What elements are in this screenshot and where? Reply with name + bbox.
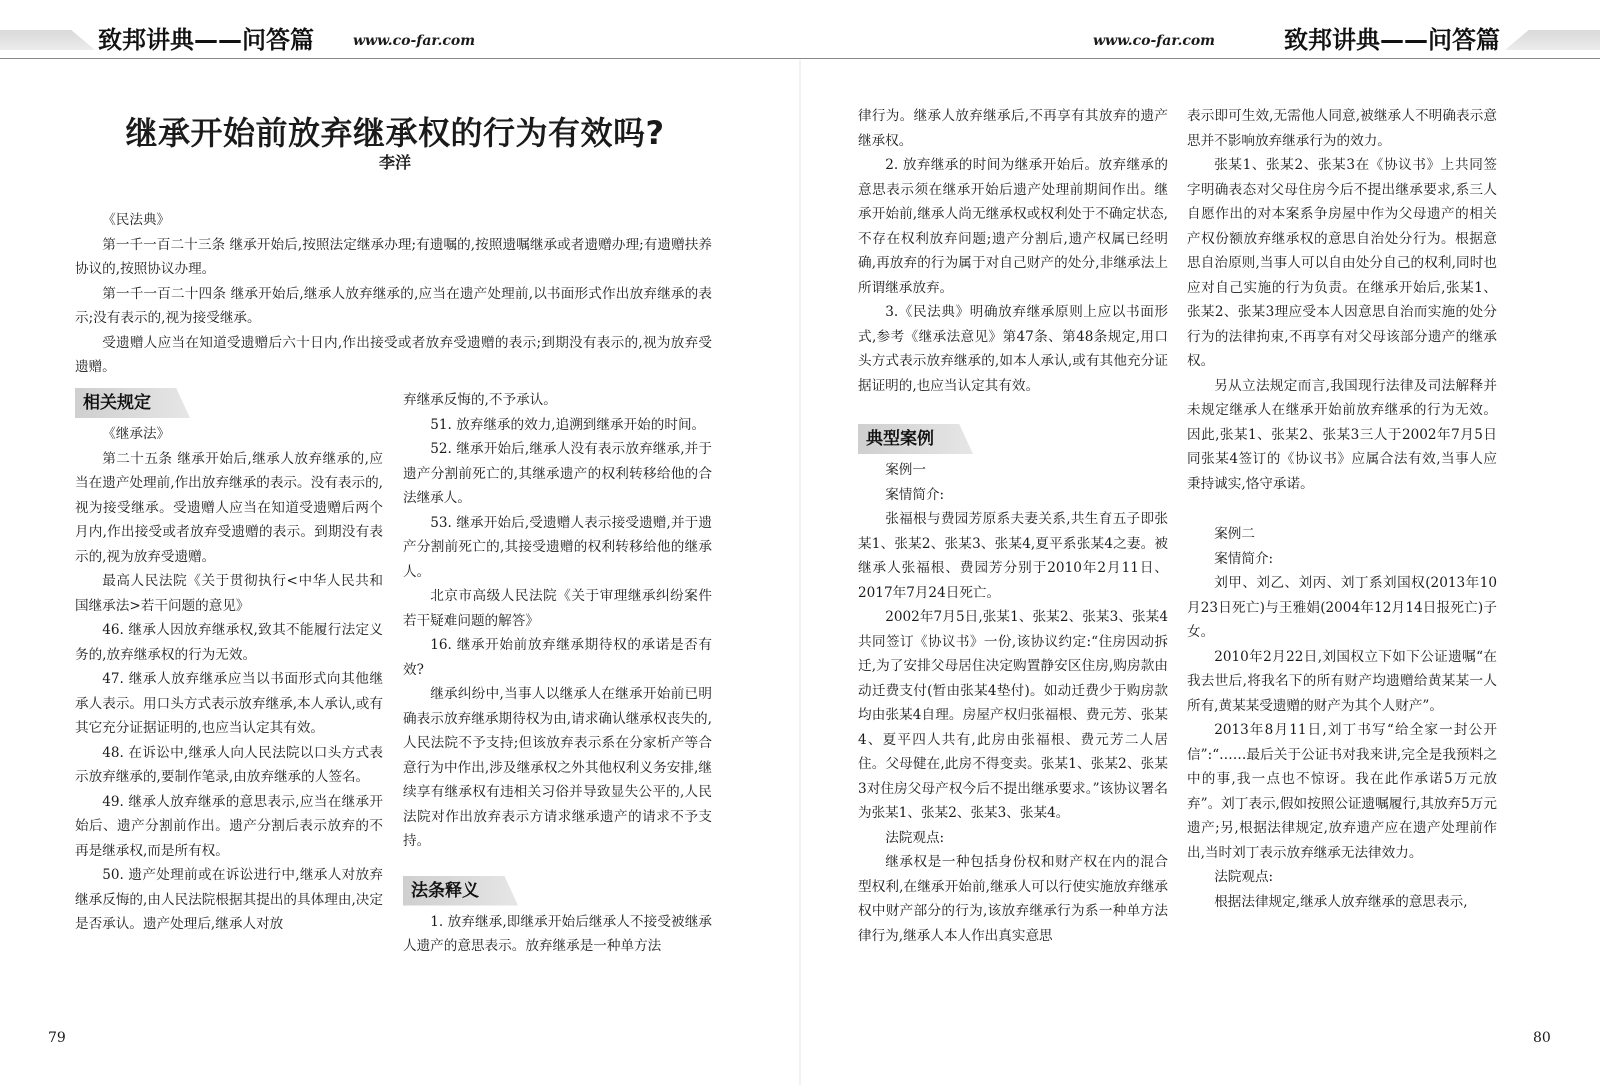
paragraph: 最高人民法院《关于贯彻执行<中华人民共和国继承法>若干问题的意见》 bbox=[75, 573, 383, 614]
case-subheading: 法院观点: bbox=[1214, 869, 1274, 885]
paragraph: 2. 放弃继承的时间为继承开始后。放弃继承的意思表示须在继承开始后遗产处理前期间作出。继承开始前,继承人尚无继承权或权利处于不确定状态,不存在权利放弃问题;遗产分割后,遗产权属已经明确,再放弃的行为属于对自己财产的处分,非继承法上所谓继承放弃。 bbox=[858, 157, 1168, 296]
column-1 bbox=[75, 388, 383, 937]
paragraph: 2010年2月22日,刘国权立下如下公证遗嘱“在我去世后,将我名下的所有财产均遗赠给黄某某一人所有,黄某某受遗赠的财产为其个人财产”。 bbox=[1187, 648, 1497, 714]
section-heading-text: 法条释义 bbox=[411, 880, 479, 901]
paragraph: 张某1、张某2、张某3在《协议书》上共同签字明确表态对父母住房今后不提出继承要求,系三人自愿作出的对本案系争房屋中作为父母遗产的相关产权份额放弃继承权的意思自治处分行为。根据意思自治原则,当事人可以自由处分自己的权利,同时也应对自己实施的行为负责。在继承开始后,张某1、张某2、张某3理应受本人因意思自治而实施的处分行为的法律拘束,不再享有对父母该部分遗产的继承权。 bbox=[1187, 157, 1497, 369]
intro-source: 《民法典》 bbox=[102, 212, 171, 228]
intro-paragraph: 第一千一百二十三条 继承开始后,按照法定继承办理;有遗嘱的,按照遗嘱继承或者遗赠办理;有遗赠扶养协议的,按照协议办理。 bbox=[75, 236, 712, 277]
column-2 bbox=[403, 388, 712, 959]
page-gutter bbox=[799, 60, 801, 1085]
section-heading-text: 典型案例 bbox=[866, 429, 934, 449]
intro-paragraph: 受遗赠人应当在知道受遗赠后六十日内,作出接受或者放弃受遗赠的表示;到期没有表示的,视为放弃受遗赠。 bbox=[75, 334, 712, 375]
paragraph: 53. 继承开始后,受遗赠人表示接受遗赠,并于遗产分割前死亡的,其接受遗赠的权利转移给他的继承人。 bbox=[403, 514, 712, 580]
paragraph: 52. 继承开始后,继承人没有表示放弃继承,并于遗产分割前死亡的,其继承遗产的权利转移给他的合法继承人。 bbox=[403, 441, 712, 506]
paragraph: 《继承法》 bbox=[102, 426, 171, 442]
section-heading-interpret bbox=[403, 876, 712, 906]
intro-paragraph: 第一千一百二十四条 继承开始后,继承人放弃继承的,应当在遗产处理前,以书面形式作出放弃继承的表示;没有表示的,视为接受继承。 bbox=[75, 285, 712, 326]
paragraph: 根据法律规定,继承人放弃继承的意思表示, bbox=[1214, 893, 1468, 910]
intro-block bbox=[75, 208, 712, 380]
paragraph: 表示即可生效,无需他人同意,被继承人不明确表示意思并不影响放弃继承行为的效力。 bbox=[1187, 108, 1497, 149]
section-heading-text: 相关规定 bbox=[83, 393, 151, 413]
paragraph: 46. 继承人因放弃继承权,致其不能履行法定义务的,放弃继承权的行为无效。 bbox=[75, 622, 383, 663]
case-subheading: 案情简介: bbox=[1214, 550, 1274, 567]
header-url-right[interactable]: www.co-far.com bbox=[1092, 33, 1215, 49]
paragraph: 47. 继承人放弃继承应当以书面形式向其他继承人表示。用口头方式表示放弃继承,本人承认,或有其它充分证据证明的,也应当认定其有效。 bbox=[75, 671, 383, 736]
case-label: 案例二 bbox=[1214, 526, 1255, 542]
header-right bbox=[800, 0, 1600, 64]
paragraph: 2002年7月5日,张某1、张某2、张某3、张某4共同签订《协议书》一份,该协议约定:“住房因动拆迁,为了安排父母居住决定购置静安区住房,购房款由动迁费支付(暂由张某4垫付)。如动迁费少于购房款均由张某4自理。房屋产权归张福根、费元芳、张某4、夏平四人共有,此房由张福根、费元芳二人居住。父母健在,此房不得变卖。张某1、张某2、张某3对住房父母产权今后不提出继承要求。”该协议署名为张某1、张某2、张某3、张某4。 bbox=[858, 609, 1168, 821]
header-band-decoration bbox=[1505, 30, 1600, 50]
article-author: 李洋 bbox=[378, 153, 411, 172]
paragraph: 50. 遗产处理前或在诉讼进行中,继承人对放弃继承反悔的,由人民法院根据其提出的具体理由,决定是否承认。遗产处理后,继承人对放 bbox=[75, 867, 383, 932]
paragraph: 张福根与费园芳原系夫妻关系,共生育五子即张某1、张某2、张某3、张某4,夏平系张某4之妻。被继承人张福根、费园芳分别于2010年2月11日、2017年7月24日死亡。 bbox=[858, 511, 1168, 601]
case-label: 案例一 bbox=[885, 462, 926, 478]
paragraph: 16. 继承开始前放弃继承期待权的承诺是否有效? bbox=[403, 637, 712, 678]
paragraph: 第二十五条 继承开始后,继承人放弃继承的,应当在遗产处理前,作出放弃继承的表示。没有表示的,视为接受继承。受遗赠人应当在知道受遗赠后两个月内,作出接受或者放弃受遗赠的表示。到期没有表示的,视为放弃受遗赠。 bbox=[75, 450, 383, 565]
paragraph: 弃继承反悔的,不予承认。 bbox=[403, 392, 557, 408]
case-subheading: 案情简介: bbox=[885, 486, 945, 503]
paragraph: 继承纠纷中,当事人以继承人在继承开始前已明确表示放弃继承期待权为由,请求确认继承权丧失的,人民法院不予支持;但该放弃表示系在分家析产等合意行为中作出,涉及继承权之外其他权利义务安排,继续享有继承权有违相关习俗并导致显失公平的,人民法院对作出放弃表示方请求继承遗产的请求不予支持。 bbox=[403, 686, 712, 849]
paragraph: 3.《民法典》明确放弃继承原则上应以书面形式,参考《继承法意见》第47条、第48条规定,用口头方式表示放弃继承的,如本人承认,或有其他充分证据证明的,也应当认定其有效。 bbox=[858, 304, 1168, 394]
paragraph: 另从立法规定而言,我国现行法律及司法解释并未规定继承人在继承开始前放弃继承的行为无效。因此,张某1、张某2、张某3三人于2002年7月5日同张某4签订的《协议书》应属合法有效,当事人应秉持诚实,恪守承诺。 bbox=[1187, 377, 1497, 492]
header-title-left: 致邦讲典——问答篇 bbox=[98, 26, 314, 54]
header-url-left[interactable]: www.co-far.com bbox=[353, 33, 476, 49]
page-number-right: 80 bbox=[1533, 1030, 1551, 1046]
paragraph: 1. 放弃继承,即继承开始后继承人不接受被继承人遗产的意思表示。放弃继承是一种单方法 bbox=[403, 913, 712, 954]
section-heading-cases bbox=[858, 424, 1168, 454]
paragraph: 律行为。继承人放弃继承后,不再享有其放弃的遗产继承权。 bbox=[858, 108, 1168, 149]
header-left bbox=[0, 0, 800, 64]
header-title-right: 致邦讲典——问答篇 bbox=[1284, 26, 1500, 54]
case-subheading: 法院观点: bbox=[885, 829, 945, 846]
header-rule bbox=[0, 58, 1600, 59]
paragraph: 51. 放弃继承的效力,追溯到继承开始的时间。 bbox=[430, 416, 706, 433]
column-3 bbox=[858, 104, 1168, 948]
paragraph: 刘甲、刘乙、刘丙、刘丁系刘国权(2013年10月23日死亡)与王雅娟(2004年12月14日报死亡)子女。 bbox=[1187, 575, 1497, 640]
section-heading-related bbox=[75, 388, 383, 418]
paragraph: 48. 在诉讼中,继承人向人民法院以口头方式表示放弃继承的,要制作笔录,由放弃继承的人签名。 bbox=[75, 744, 383, 785]
paragraph: 2013年8月11日,刘丁书写“给全家一封公开信”:“……最后关于公证书对我来讲,完全是我预料之中的事,我一点也不惊讶。我在此作承诺5万元放弃”。刘丁表示,假如按照公证遗嘱履行,其放弃5万元遗产;另,根据法律规定,放弃遗产应在遗产处理前作出,当时刘丁表示放弃继承无法律效力。 bbox=[1187, 722, 1497, 861]
paragraph: 49. 继承人放弃继承的意思表示,应当在继承开始后、遗产分割前作出。遗产分割后表示放弃的不再是继承权,而是所有权。 bbox=[75, 793, 383, 859]
paragraph: 继承权是一种包括身份权和财产权在内的混合型权利,在继承开始前,继承人可以行使实施放弃继承权中财产部分的行为,该放弃继承行为系一种单方法律行为,继承人本人作出真实意思 bbox=[858, 854, 1168, 944]
page-number-left: 79 bbox=[48, 1030, 66, 1046]
article-title: 继承开始前放弃继承权的行为有效吗? bbox=[125, 114, 665, 152]
paragraph: 北京市高级人民法院《关于审理继承纠纷案件若干疑难问题的解答》 bbox=[403, 588, 712, 629]
header-band-decoration bbox=[0, 30, 95, 50]
column-4 bbox=[1187, 104, 1497, 914]
